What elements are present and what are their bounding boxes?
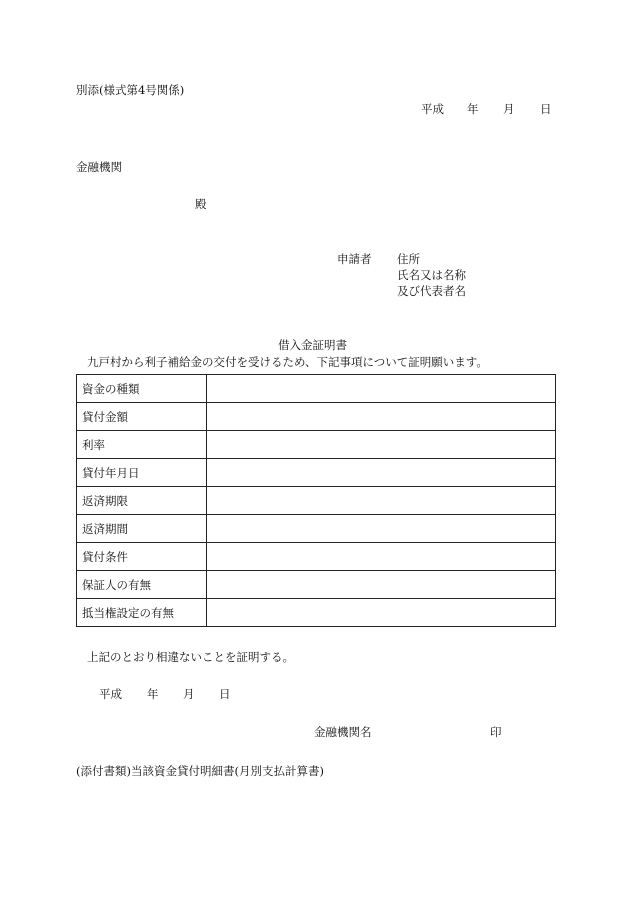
seal-mark: 印 [490,725,502,739]
row-label: 資金の種類 [77,375,207,403]
table-row [77,487,556,515]
applicant-rep-label: 及び代表者名 [397,284,466,298]
row-label: 利率 [77,431,207,459]
applicant-role: 申請者 [337,252,372,266]
row-value[interactable] [207,459,556,487]
header-date-month: 月 [503,102,515,116]
intro-text: 九戸村から利子補給金の交付を受けるため、下記事項について証明願います。 [87,355,488,369]
honorific: 殿 [195,197,207,211]
table-row [77,515,556,543]
table-row [77,599,556,627]
cert-date-year: 年 [147,687,159,701]
cert-date-era: 平成 [99,687,122,701]
row-value[interactable] [207,487,556,515]
cert-date-day: 日 [219,687,231,701]
header-date-era: 平成 [421,102,444,116]
row-label: 貸付年月日 [77,459,207,487]
row-label: 貸付条件 [77,543,207,571]
applicant-name-label: 氏名又は名称 [397,268,466,282]
row-value[interactable] [207,543,556,571]
row-label: 保証人の有無 [77,571,207,599]
row-label: 返済期限 [77,487,207,515]
cert-date-month: 月 [183,687,195,701]
header-date-year: 年 [467,102,479,116]
loan-details-table [76,374,556,627]
document-title: 借入金証明書 [278,338,347,352]
header-date-day: 日 [540,102,552,116]
row-label: 貸付金額 [77,403,207,431]
table-row [77,403,556,431]
row-value[interactable] [207,599,556,627]
institution-label: 金融機関 [76,160,122,174]
applicant-address-label: 住所 [397,252,420,266]
institution-name-label: 金融機関名 [314,725,372,739]
row-value[interactable] [207,515,556,543]
table-row [77,375,556,403]
table-row [77,543,556,571]
table-row [77,431,556,459]
attachments-note: (添付書類)当該資金貸付明細書(月別支払計算書) [76,764,324,778]
row-value[interactable] [207,431,556,459]
row-label: 返済期間 [77,515,207,543]
certification-statement: 上記のとおり相違ないことを証明する。 [87,650,294,664]
row-label: 抵当権設定の有無 [77,599,207,627]
attachment-label: 別添(様式第4号関係) [76,83,185,97]
table-row [77,459,556,487]
table-row [77,571,556,599]
row-value[interactable] [207,403,556,431]
row-value[interactable] [207,375,556,403]
row-value[interactable] [207,571,556,599]
